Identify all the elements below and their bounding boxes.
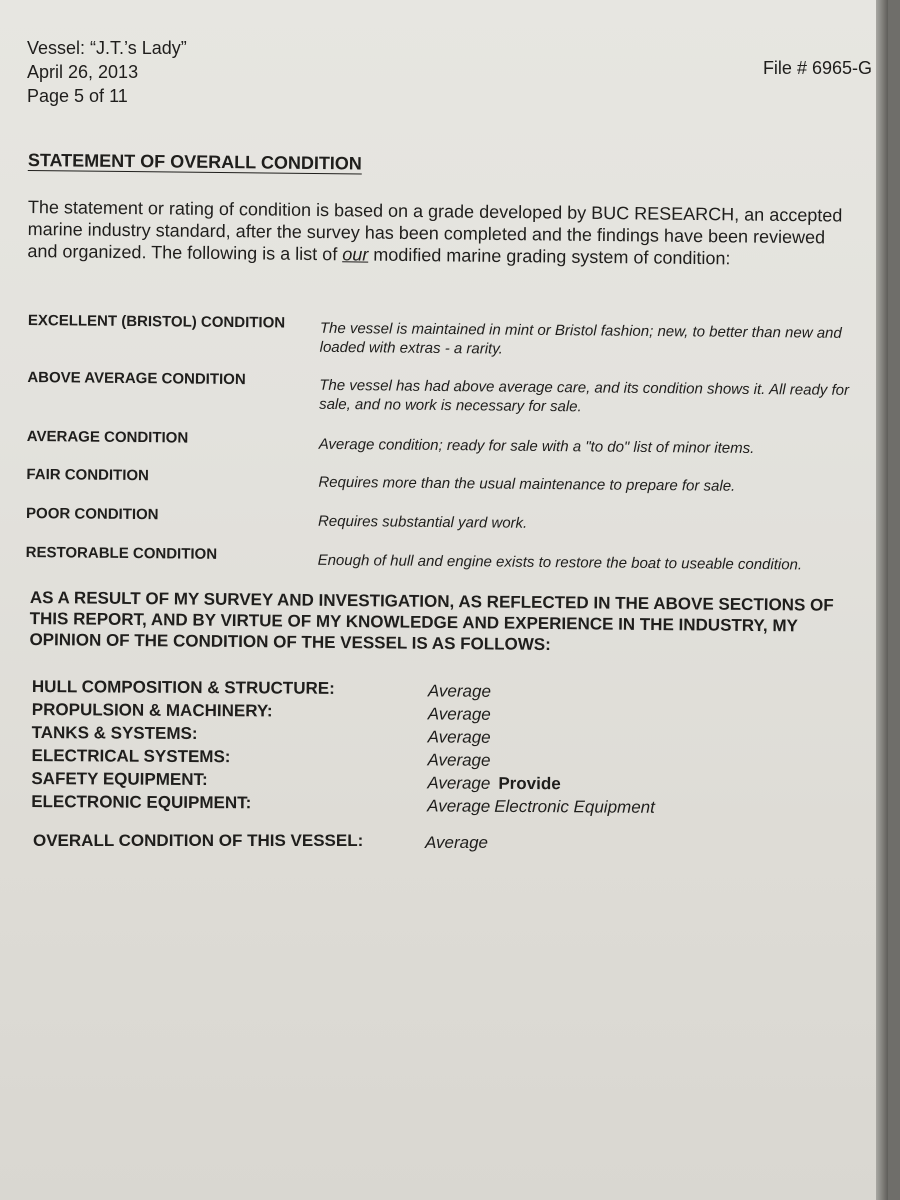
rating-label: HULL COMPOSITION & STRUCTURE: — [31, 677, 335, 698]
grade-label: EXCELLENT (BRISTOL) CONDITION — [27, 312, 286, 332]
intro-text-part1: The statement or rating of condition is based on a grade developed by BUC RESEARCH, an accepted marine industry standard, after the survey has been completed and the findings have been reviewed and organized. The following is a list of — [27, 196, 843, 265]
grade-description: Requires substantial yard work. — [317, 512, 528, 532]
rating-value-text: Average — [427, 681, 491, 701]
grade-label: FAIR CONDITION — [26, 465, 150, 485]
intro-text-part2: modified marine grading system of condition: — [368, 244, 731, 269]
rating-value — [428, 680, 491, 702]
grade-row — [27, 312, 858, 358]
rating-value — [427, 749, 490, 771]
grade-row — [26, 427, 857, 457]
rating-value-text: Average — [427, 750, 491, 770]
section-title: STATEMENT OF OVERALL CONDITION — [27, 150, 362, 174]
condition-ratings — [31, 676, 732, 817]
grade-row — [27, 368, 857, 416]
grade-row — [25, 504, 856, 532]
grade-label: POOR CONDITION — [25, 504, 159, 524]
vessel-name: Vessel: “J.T.’s Lady” — [27, 38, 187, 58]
grade-label: AVERAGE CONDITION — [26, 427, 189, 447]
overall-condition-value: Average — [425, 833, 489, 852]
rating-value-text: Average — [427, 727, 491, 747]
rating-value-text: Average — [427, 704, 491, 724]
grade-row — [26, 465, 857, 495]
rating-value — [428, 726, 491, 748]
page-number: Page 5 of 11 — [27, 86, 128, 106]
rating-label: TANKS & SYSTEMS: — [31, 722, 198, 744]
grading-system-list — [25, 312, 858, 574]
file-number: File # 6965-G — [762, 58, 872, 78]
grade-description: The vessel has had above average care, and its condition shows it. All ready for sale, and no work is necessary for sale. — [319, 376, 850, 416]
rating-label: ELECTRONIC EQUIPMENT: — [31, 791, 252, 813]
report-date: April 26, 2013 — [27, 62, 139, 82]
grade-description: Enough of hull and engine exists to restore the boat to useable condition. — [317, 551, 803, 574]
conclusion-statement: AS A RESULT OF MY SURVEY AND INVESTIGATION, AS REFLECTED IN THE ABOVE SECTIONS OF THIS REPORT, AND BY VIRTUE OF MY KNOWLEDGE AND EXPERIENCE IN THE INDUSTRY, MY OPINION OF THE CONDITION OF THE VESSEL IS AS FOLLOWS: — [29, 587, 834, 655]
rating-value — [428, 703, 491, 725]
grade-label: ABOVE AVERAGE CONDITION — [27, 368, 246, 389]
report-header — [27, 36, 187, 108]
overall-condition — [33, 830, 633, 854]
rating-label: SAFETY EQUIPMENT: — [31, 768, 208, 790]
grade-description: Requires more than the usual maintenance to prepare for sale. — [318, 473, 736, 495]
rating-label: PROPULSION & MACHINERY: — [31, 699, 273, 721]
rating-label: ELECTRICAL SYSTEMS: — [31, 745, 231, 767]
grade-label: RESTORABLE CONDITION — [25, 543, 218, 563]
rating-value — [427, 795, 655, 818]
rating-value — [427, 772, 561, 795]
grade-description: Average condition; ready for sale with a "to do" list of minor items. — [318, 435, 755, 457]
page-edge-shadow — [876, 0, 888, 1200]
intro-paragraph — [27, 196, 846, 271]
grade-row — [25, 543, 856, 574]
overall-condition-label: OVERALL CONDITION OF THIS VESSEL: — [33, 831, 364, 850]
grade-description: The vessel is maintained in mint or Bristol fashion; new, to better than new and loaded with extras - a rarity. — [319, 319, 842, 358]
intro-emphasis: our — [342, 244, 369, 265]
rating-note: Electronic Equipment — [494, 796, 655, 817]
rating-row — [31, 791, 731, 818]
rating-note: Provide — [498, 773, 561, 794]
rating-value-text: Average — [427, 773, 491, 793]
rating-value-text: Average — [427, 796, 491, 816]
